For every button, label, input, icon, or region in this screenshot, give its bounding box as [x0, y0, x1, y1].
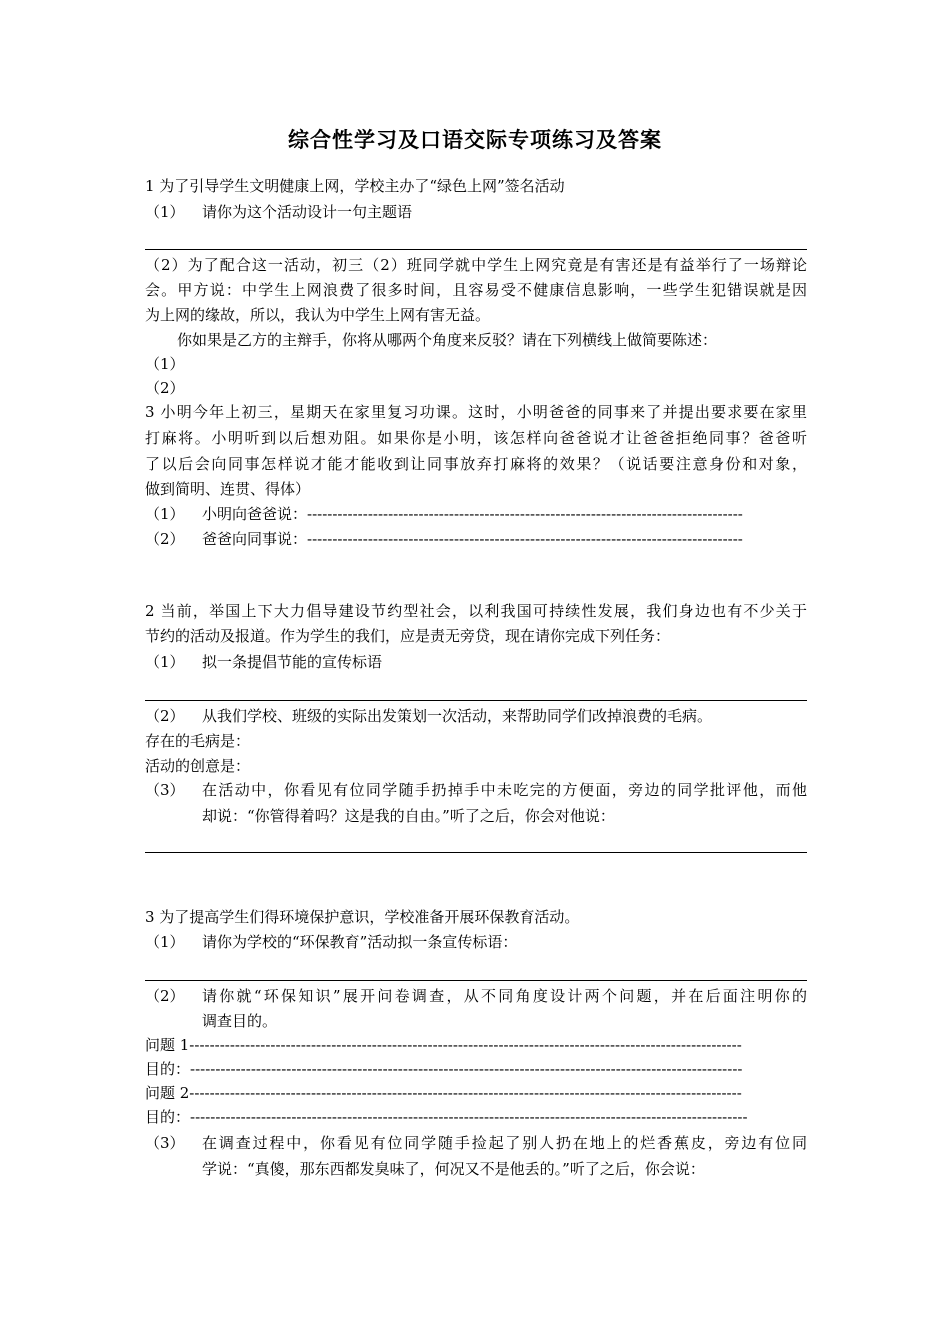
item-text: 请你为学校的“环保教育”活动拟一条宣传标语： [202, 933, 518, 951]
question-1-part-1 [145, 202, 412, 222]
section-3-part-3-line-2: 学说：“真傻，那东西都发臭味了，何况又不是他丢的。”听了之后，你会说： [202, 1160, 705, 1178]
item-number: （1） [145, 505, 185, 523]
question-3-answer-2 [145, 529, 743, 549]
item-text: 从我们学校、班级的实际出发策划一次活动，来帮助同学们改掉浪费的毛病。 [202, 707, 713, 725]
question-3-answer-1 [145, 504, 743, 524]
question-3-line-4: 做到简明、连贯、得体） [145, 480, 311, 498]
item-text: 请你为这个活动设计一句主题语 [202, 203, 413, 221]
answer-line [145, 980, 807, 981]
item-number: （1） [145, 933, 185, 951]
page-title: 综合性学习及口语交际专项练习及答案 [288, 127, 662, 152]
idea-label: 活动的创意是： [145, 757, 251, 775]
survey-question-1: 问题 1------------------------------------------------------------------------------------------------------------- [145, 1036, 742, 1054]
survey-purpose-1: 目的：------------------------------------------------------------------------------------------------------------- [145, 1060, 743, 1078]
survey-purpose-2: 目的：-------------------------------------------------------------------------------------------------------------- [145, 1108, 748, 1126]
item-number: （1） [145, 653, 185, 671]
section-2-part-1 [145, 652, 382, 672]
item-text: 拟一条提倡节能的宣传标语 [202, 653, 383, 671]
question-2-line-1: （2）为了配合这一活动，初三（2）班同学就中学生上网究竟是有害还是有益举行了一场辩论 [145, 256, 807, 274]
item-number: （2） [145, 530, 185, 548]
section-3-part-3-line-1: 在调查过程中，你看见有位同学随手捡起了别人扔在地上的烂香蕉皮，旁边有位同 [202, 1134, 807, 1152]
answer-label-1: （1） [145, 355, 185, 373]
item-number: （3） [145, 781, 185, 799]
section-2-part-2 [145, 706, 712, 726]
answer-line [145, 249, 807, 250]
section-3-part-2-line-1: 请你就“环保知识”展开问卷调查，从不同角度设计两个问题，并在后面注明你的 [202, 987, 807, 1005]
section-3-line-1: 3 为了提高学生们得环境保护意识，学校准备开展环保教育活动。 [145, 908, 580, 926]
section-3-part-3 [145, 1133, 202, 1153]
answer-line [145, 700, 807, 701]
question-3-line-2: 打麻将。小明听到以后想劝阻。如果你是小明，该怎样向爸爸说才让爸爸拒绝同事？爸爸听 [145, 429, 807, 447]
item-text: 爸爸向同事说：-------------------------------------------------------------------------------------- [202, 530, 743, 548]
section-2-line-1: 2 当前，举国上下大力倡导建设节约型社会，以利我国可持续性发展，我们身边也有不少关于 [145, 602, 807, 620]
section-3-part-2 [145, 986, 202, 1006]
section-2-part-3-line-1: 在活动中，你看见有位同学随手扔掉手中未吃完的方便面，旁边的同学批评他，而他 [202, 781, 807, 799]
problem-label: 存在的毛病是： [145, 732, 251, 750]
question-2-line-2: 会。甲方说：中学生上网浪费了很多时间，且容易受不健康信息影响，一些学生犯错误就是因 [145, 281, 807, 299]
question-3-line-3: 了以后会向同事怎样说才能才能收到让同事放弃打麻将的效果？（说话要注意身份和对象， [145, 455, 807, 473]
question-3-line-1: 3 小明今年上初三，星期天在家里复习功课。这时，小明爸爸的同事来了并提出要求要在家里 [145, 403, 807, 421]
item-text: 小明向爸爸说：-------------------------------------------------------------------------------------- [202, 505, 743, 523]
question-1-intro: 1 为了引导学生文明健康上网，学校主办了“绿色上网”签名活动 [145, 177, 565, 195]
section-2-part-3-line-2: 却说：“你管得着吗？这是我的自由。”听了之后，你会对他说： [202, 807, 615, 825]
item-number: （2） [145, 707, 185, 725]
item-number: （2） [145, 987, 185, 1005]
answer-label-2: （2） [145, 379, 185, 397]
section-2-line-2: 节约的活动及报道。作为学生的我们，应是责无旁贷，现在请你完成下列任务： [145, 627, 671, 645]
section-3-part-2-line-2: 调查目的。 [202, 1012, 278, 1030]
item-number: （3） [145, 1134, 185, 1152]
item-number: （1） [145, 203, 185, 221]
survey-question-2: 问题 2------------------------------------------------------------------------------------------------------------- [145, 1084, 742, 1102]
section-2-part-3 [145, 780, 202, 800]
question-2-line-4: 你如果是乙方的主辩手，你将从哪两个角度来反驳？请在下列横线上做简要陈述： [177, 331, 718, 349]
question-2-line-3: 为上网的缘故，所以，我认为中学生上网有害无益。 [145, 306, 491, 324]
section-3-part-1 [145, 932, 517, 952]
answer-line [145, 852, 807, 853]
